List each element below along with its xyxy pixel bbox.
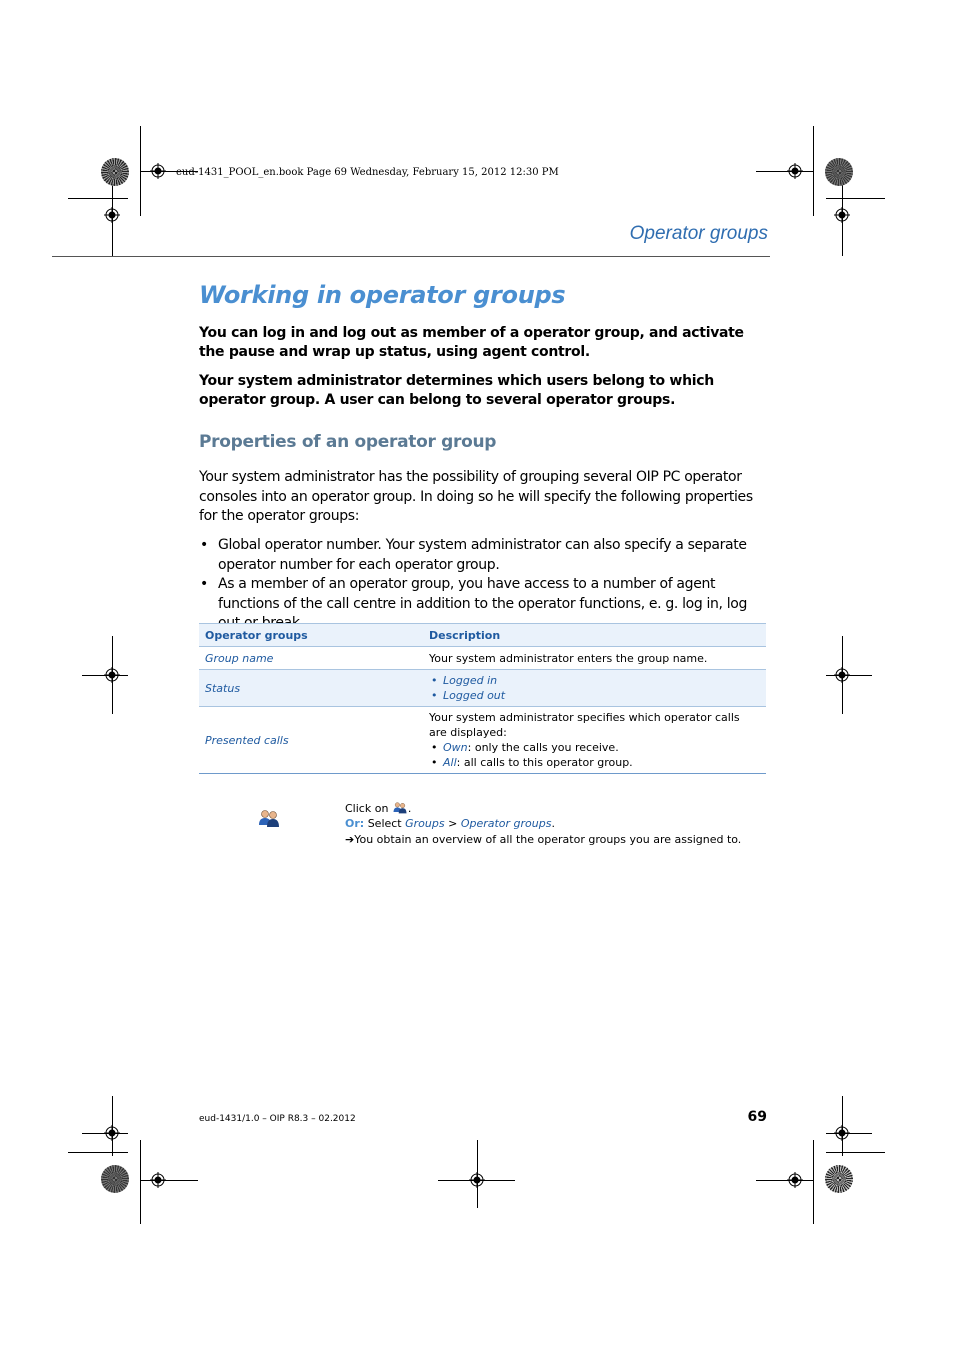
operator-groups-icon <box>257 808 281 828</box>
instruction-text: Click on <box>345 802 389 815</box>
section-heading: Properties of an operator group <box>199 432 497 452</box>
term-description: : all calls to this operator group. <box>456 756 633 769</box>
registration-target-icon <box>834 667 850 683</box>
registration-target-icon <box>150 1172 166 1188</box>
property-name: Status <box>199 670 423 707</box>
description-text: Your system administrator specifies which operator calls are displayed: <box>429 711 740 739</box>
instruction-text: . <box>407 802 412 815</box>
list-item <box>429 740 760 755</box>
registration-rosette-icon <box>101 158 129 186</box>
result-text: You obtain an overview of all the operator groups you are assigned to. <box>354 833 742 846</box>
registration-target-icon <box>834 207 850 223</box>
operator-groups-icon[interactable] <box>392 801 408 814</box>
term: Own <box>443 741 468 754</box>
term: All <box>443 756 457 769</box>
list-item: • Global operator number. Your system administrator can also specify a separate operator number for each operator group. <box>199 536 771 575</box>
registration-rosette-icon <box>825 158 853 186</box>
table-header-row <box>199 624 766 647</box>
instruction-text: . <box>551 817 555 830</box>
registration-target-icon <box>150 163 166 179</box>
registration-target-icon <box>104 1125 120 1141</box>
properties-table <box>199 623 766 774</box>
registration-rosette-icon <box>825 1165 853 1193</box>
registration-target-icon <box>104 207 120 223</box>
result-arrow-icon: ➔ <box>345 833 355 846</box>
running-header: Operator groups <box>629 223 768 244</box>
intro-paragraph: You can log in and log out as member of a operator group, and activate the pause and wrap up status, using agent control. <box>199 325 744 360</box>
column-header: Operator groups <box>199 624 423 647</box>
registration-rosette-icon <box>101 1165 129 1193</box>
menu-separator: > <box>448 817 458 830</box>
registration-target-icon <box>787 163 803 179</box>
registration-target-icon <box>104 667 120 683</box>
print-info: eud-1431_POOL_en.book Page 69 Wednesday, February 15, 2012 12:30 PM <box>176 167 559 178</box>
list-item <box>429 755 760 770</box>
property-name: Presented calls <box>199 707 423 774</box>
registration-target-icon <box>469 1172 485 1188</box>
list-item: • As a member of an operator group, you have access to a number of agent functions of the call centre in addition to the operator functions, e. g. log in, log <box>199 575 771 634</box>
header-divider <box>52 256 770 257</box>
intro-paragraph: Your system administrator determines which users belong to which operator group. A user can belong to several operator groups. <box>199 373 714 408</box>
body-paragraph: Your system administrator has the possibility of grouping several OIP PC operator consoles into an operator group. In doing so he will specify the following properties for the operator groups: <box>199 469 753 524</box>
term-description: : only the calls you receive. <box>467 741 619 754</box>
page-title: Working in operator groups <box>199 281 566 309</box>
list-item: • Logged in <box>429 673 760 688</box>
instruction-result <box>345 832 741 848</box>
footer-doc-id: eud-1431/1.0 – OIP R8.3 – 02.2012 <box>199 1114 356 1124</box>
menu-item-groups[interactable]: Groups <box>405 817 445 830</box>
menu-item-operator-groups[interactable]: Operator groups <box>460 817 552 830</box>
or-label: Or: <box>345 817 365 830</box>
instruction-step <box>345 801 411 817</box>
column-header: Description <box>423 624 766 647</box>
instruction-step <box>345 816 555 832</box>
table-row <box>199 670 766 707</box>
property-name: Group name <box>199 647 423 670</box>
table-row <box>199 707 766 774</box>
instruction-text: Select <box>367 817 402 830</box>
property-description <box>423 707 766 774</box>
page-number: 69 <box>747 1109 767 1125</box>
registration-target-icon <box>787 1172 803 1188</box>
property-description <box>423 670 766 707</box>
list-item: • Logged out <box>429 688 760 703</box>
registration-target-icon <box>834 1125 850 1141</box>
table-row <box>199 647 766 670</box>
property-description: Your system administrator enters the group name. <box>423 647 766 670</box>
bullet-list <box>199 536 771 634</box>
